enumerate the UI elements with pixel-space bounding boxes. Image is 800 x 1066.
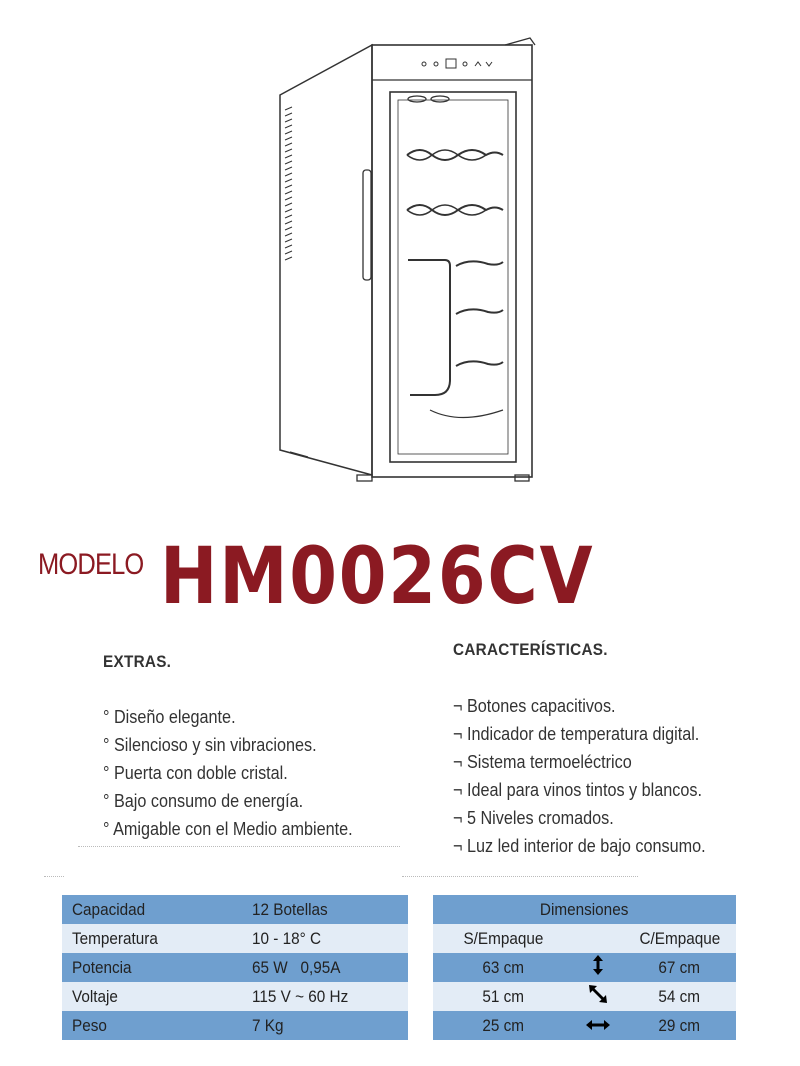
dimension-with: 29 cm [623, 1011, 736, 1040]
list-item: ° Bajo consumo de energía. [103, 791, 304, 811]
table-row [433, 924, 736, 953]
table-row [62, 953, 408, 982]
list-item: ° Amigable con el Medio ambiente. [103, 819, 353, 839]
spec-label: Temperatura [62, 924, 242, 953]
spec-value: 7 Kg [242, 1011, 408, 1040]
list-item: ° Diseño elegante. [103, 707, 236, 727]
spec-value: 10 - 18° C [242, 924, 408, 953]
list-item: ¬ Luz led interior de bajo consumo. [453, 836, 706, 856]
table-row [433, 953, 736, 982]
list-item: ¬ Botones capacitivos. [453, 696, 616, 716]
dimensions-title: Dimensiones [433, 895, 736, 924]
dimension-without: 63 cm [433, 953, 573, 982]
dimensions-table [433, 895, 736, 1040]
dimension-without: 51 cm [433, 982, 573, 1011]
features-list [453, 692, 734, 860]
divider [44, 876, 64, 877]
wine-cooler-illustration [260, 30, 550, 490]
model-label: MODELO [38, 548, 144, 581]
spec-value: 65 W 0,95A [242, 953, 408, 982]
spec-label: Potencia [62, 953, 242, 982]
divider [402, 876, 638, 877]
dimension-with: 67 cm [623, 953, 736, 982]
horizontal-arrow-icon [573, 1011, 623, 1040]
vent-icon [285, 107, 292, 260]
list-item: ° Puerta con doble cristal. [103, 763, 288, 783]
column-header-without: S/Empaque [433, 924, 573, 953]
spec-value: 12 Botellas [242, 895, 408, 924]
table-row [62, 924, 408, 953]
table-row [62, 1011, 408, 1040]
control-buttons-icon [422, 59, 492, 68]
table-row [62, 982, 408, 1011]
table-row [433, 982, 736, 1011]
table-row [62, 895, 408, 924]
dimension-without: 25 cm [433, 1011, 573, 1040]
extras-list [103, 703, 380, 843]
extras-title: EXTRAS. [103, 652, 172, 671]
list-item: ¬ Ideal para vinos tintos y blancos. [453, 780, 703, 800]
column-header-with: C/Empaque [623, 924, 736, 953]
spec-label: Voltaje [62, 982, 242, 1011]
vertical-arrow-icon [573, 953, 623, 982]
table-row [433, 895, 736, 924]
model-code: HM0026CV [160, 532, 595, 622]
features-title: CARACTERÍSTICAS. [453, 640, 608, 659]
spec-label: Capacidad [62, 895, 242, 924]
spec-label: Peso [62, 1011, 242, 1040]
dimension-with: 54 cm [623, 982, 736, 1011]
spec-value: 115 V ~ 60 Hz [242, 982, 408, 1011]
divider [78, 846, 400, 847]
list-item: ¬ Indicador de temperatura digital. [453, 724, 700, 744]
list-item: ¬ Sistema termoeléctrico [453, 752, 632, 772]
diagonal-arrow-icon [573, 982, 623, 1011]
table-row [433, 1011, 736, 1040]
list-item: ° Silencioso y sin vibraciones. [103, 735, 317, 755]
list-item: ¬ 5 Niveles cromados. [453, 808, 614, 828]
specs-table [62, 895, 408, 1040]
